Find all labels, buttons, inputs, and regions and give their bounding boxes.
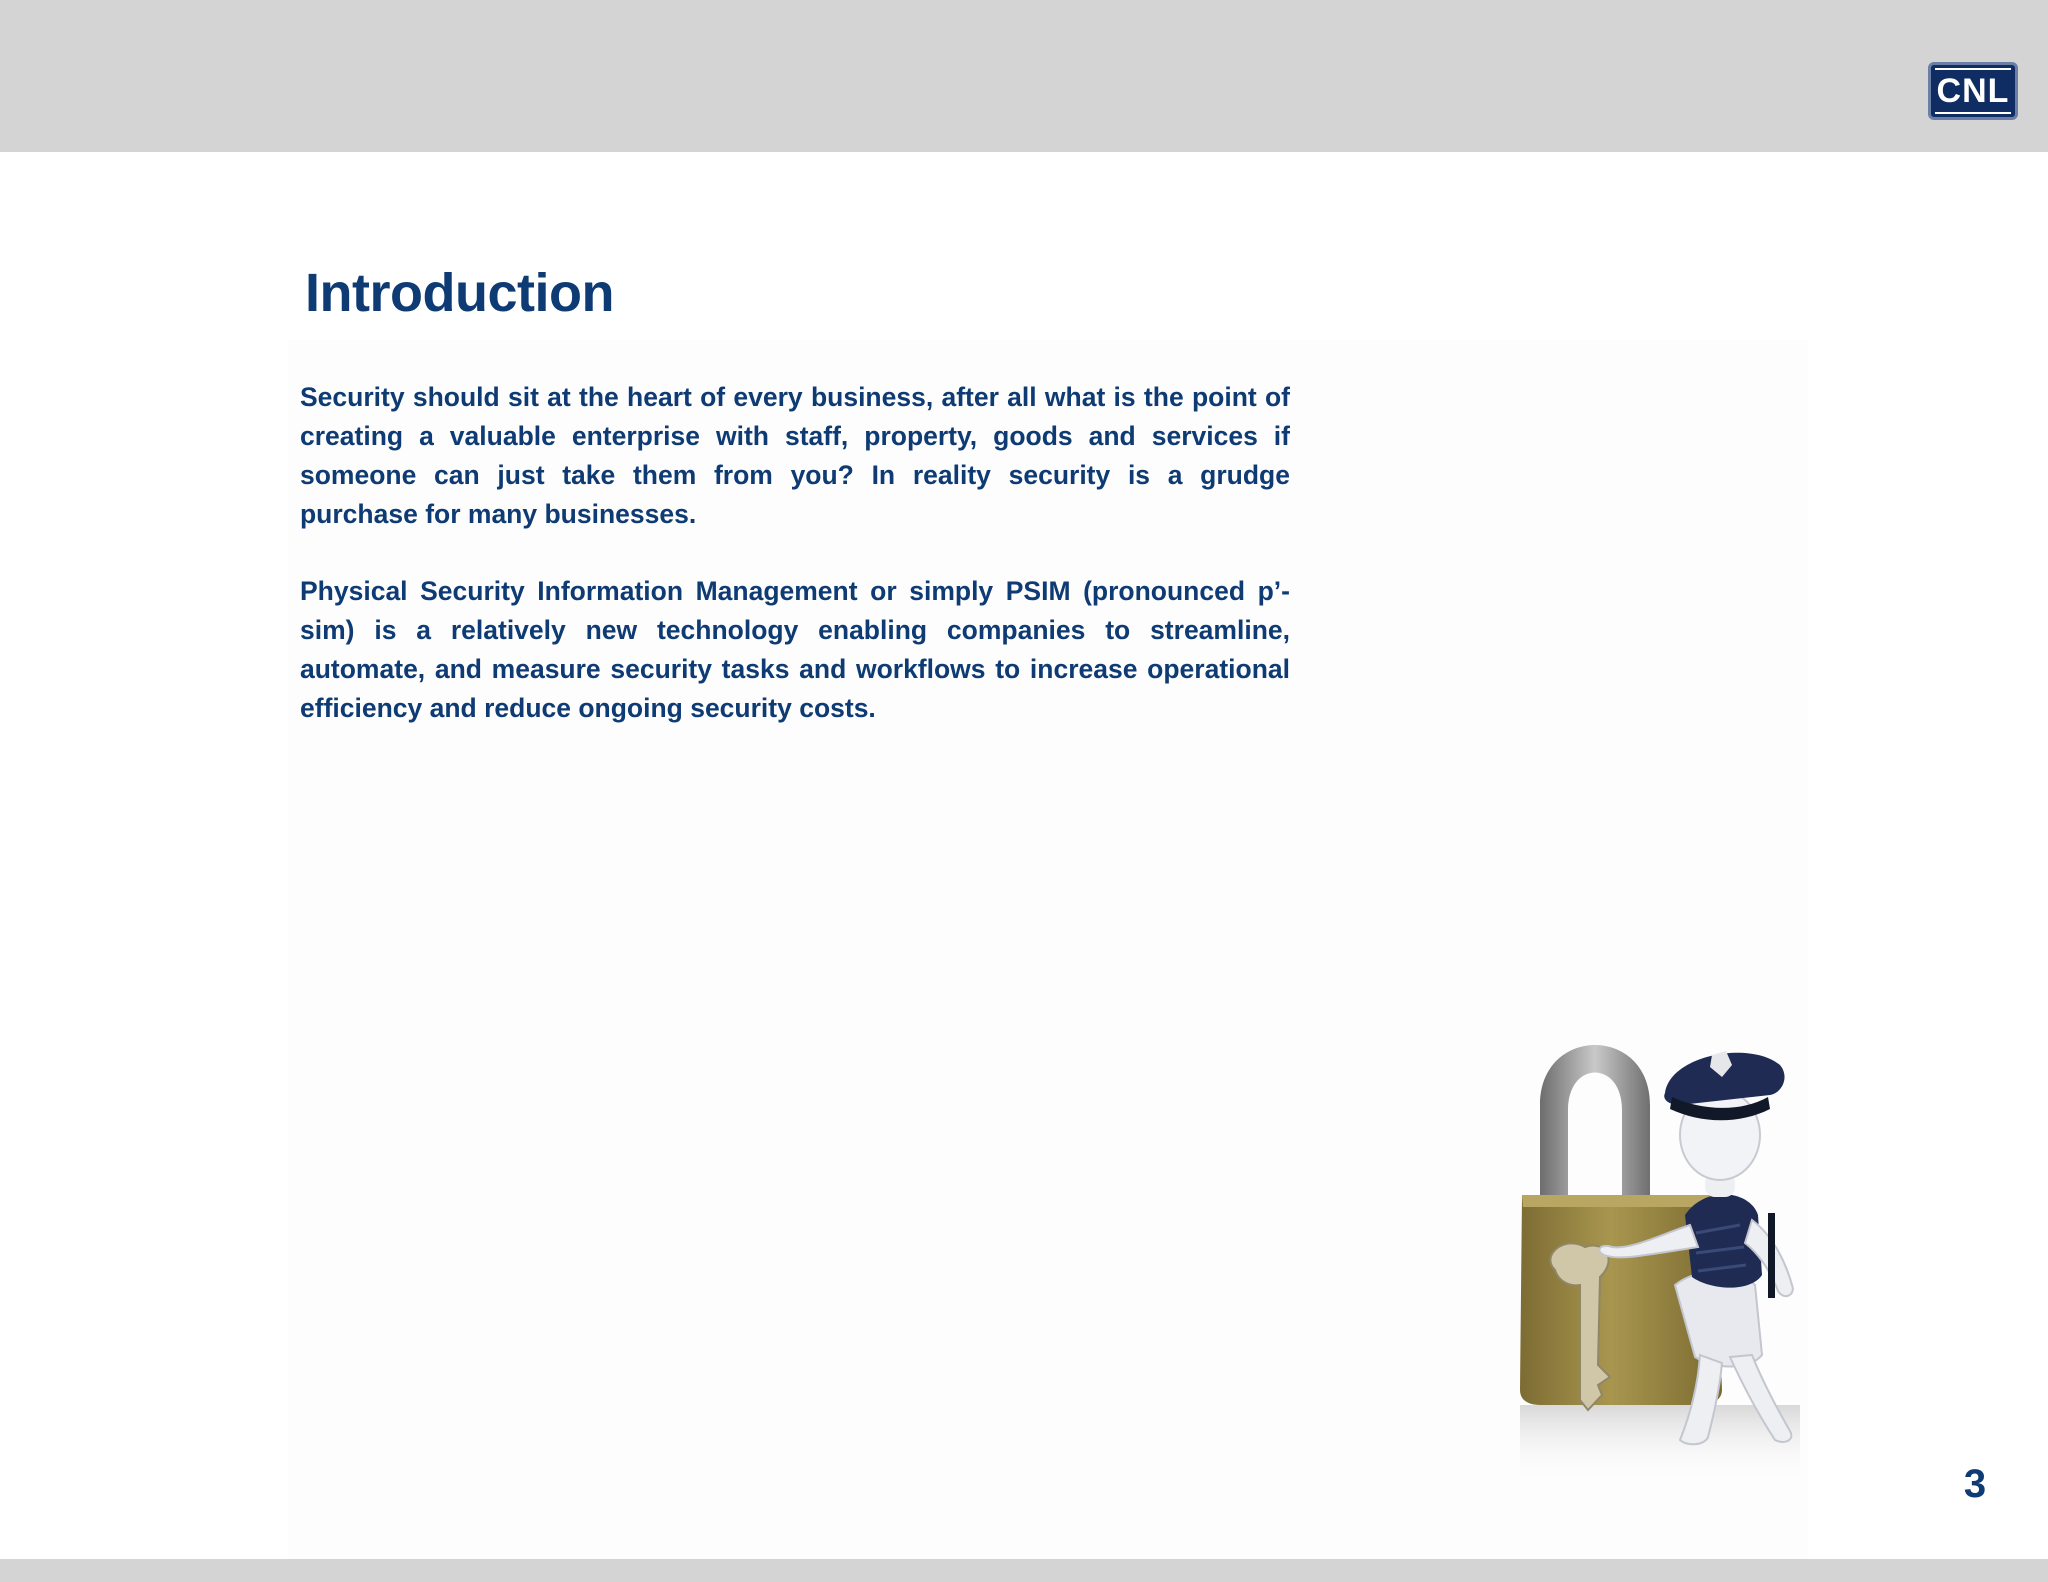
cnl-logo bbox=[1928, 62, 2018, 120]
floor-reflection bbox=[1520, 1405, 1800, 1485]
header-band bbox=[0, 0, 2048, 152]
security-guard-padlock-icon bbox=[1500, 985, 1860, 1495]
page-number: 3 bbox=[1963, 1462, 1987, 1506]
footer-band bbox=[0, 1559, 2048, 1582]
logo-text: CNL bbox=[1935, 68, 2012, 114]
intro-paragraph-1: Security should sit at the heart of every business, after all what is the point of creating a valuable enterprise with staff, property, goods and services if someone can just take them from you? In reality security is a grudge purchase for many businesses. bbox=[300, 382, 1290, 529]
padlock-shackle bbox=[1540, 1045, 1650, 1200]
baton bbox=[1768, 1213, 1775, 1298]
padlock-top-edge bbox=[1522, 1195, 1715, 1207]
intro-paragraph-2: Physical Security Information Management or simply PSIM (pronounced p’-sim) is a relatively new technology enabling companies to streamline, automate, and measure security tasks and workflows to increase operational efficiency and reduce ongoing security costs. bbox=[300, 576, 1290, 723]
page-title: Introduction bbox=[305, 263, 614, 323]
